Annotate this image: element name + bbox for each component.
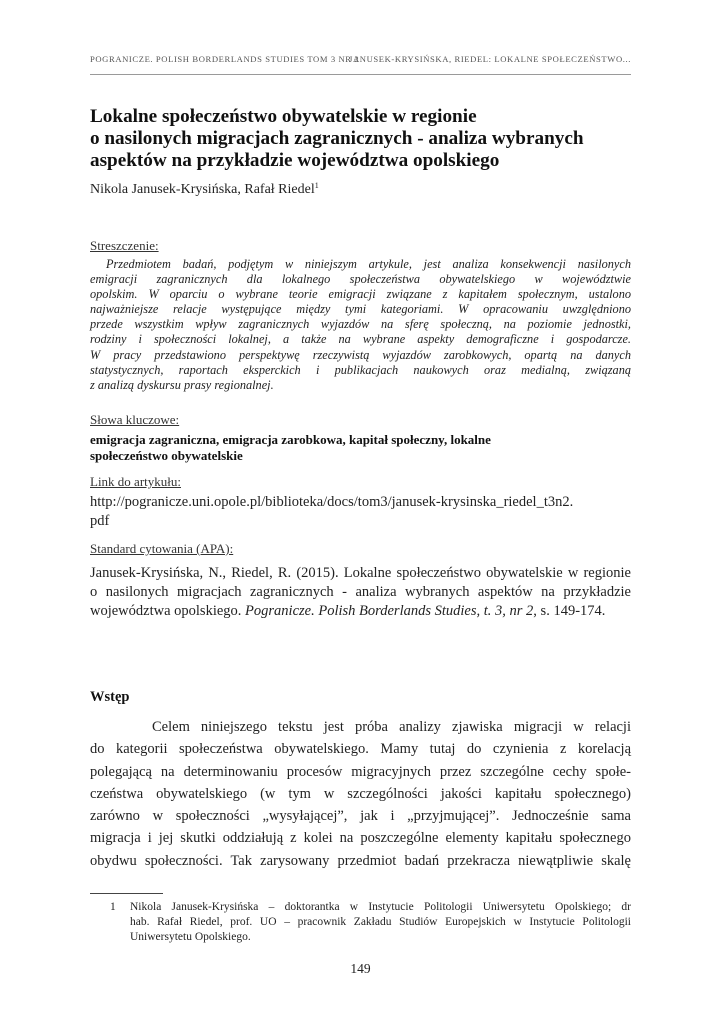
title-line: Lokalne społeczeństwo obywatelskie w regionie <box>90 106 477 127</box>
abstract-line: opolskim. W oparciu o wybrane teorie emigracji związane z kapitałem społecznym, ustalono <box>90 287 631 302</box>
footnote-marker[interactable]: 1 <box>314 181 319 190</box>
citation-pages: , s. 149-174. <box>533 603 606 619</box>
page-number: 149 <box>350 961 371 976</box>
body-line: Celem niniejszego tekstu jest próba analizy zjawiska migracji w relacji <box>152 719 631 735</box>
section-heading: Wstęp <box>90 689 130 705</box>
footnote-line: hab. Rafał Riedel, prof. UO – pracownik Zakładu Studiów Europejskich w Instytucie Politologii <box>130 916 631 929</box>
footnote-line: Nikola Janusek-Krysińska – doktorantka w Instytucie Politologii Uniwersytetu Opolskiego; dr <box>130 901 631 913</box>
abstract-line: z analizą dyskursu prasy regionalnej. <box>90 377 274 392</box>
body-line: do kategorii społeczeństwa obywatelskiego. Mamy tutaj do czynienia z korelacją <box>90 741 631 758</box>
title-line: o nasilonych migracjach zagranicznych - analiza wybranych <box>90 128 584 149</box>
body-line: czeństwa obywatelskiego (w tym w szczególności jakości kapitału społecznego) <box>90 785 631 802</box>
keywords-label: Słowa kluczowe: <box>90 412 180 427</box>
footnote-number: 1 <box>110 901 116 913</box>
footnote-line: Uniwersytetu Opolskiego. <box>130 931 251 944</box>
footnote-divider <box>90 893 163 894</box>
body-line: migracja i jej skutki oddziałują z kolei na poszczególne elementy kapitału społecznego <box>90 830 631 847</box>
citation-line: Janusek-Krysińska, N., Riedel, R. (2015). Lokalne społeczeństwo obywatelskie w regionie <box>90 565 631 581</box>
article-url-end[interactable]: pdf <box>90 513 110 529</box>
author-names: Nikola Janusek-Krysińska, Rafał Riedel <box>90 182 315 197</box>
article-link[interactable] <box>90 493 631 531</box>
journal-header: POGRANICZE. POLISH BORDERLANDS STUDIES TOM 3 NR 2 <box>90 54 360 64</box>
abstract-line: emigracji zagranicznych dla lokalnego społeczeństwa obywatelskiego w województwie <box>90 272 631 287</box>
title-line: aspektów na przykładzie województwa opolskiego <box>90 150 500 171</box>
authors <box>90 181 319 198</box>
abstract-line: Przedmiotem badań, podjętym w niniejszym artykule, jest analiza konsekwencji nasilonych <box>106 257 631 271</box>
article-header: JANUSEK-KRYSIŃSKA, RIEDEL: LOKALNE SPOŁECZEŃSTWO... <box>349 54 631 64</box>
citation-line-3 <box>90 602 631 621</box>
footnote-text <box>130 900 631 946</box>
abstract-line: statystycznych, raportach eksperckich i publikacjach naukowych oraz medialną, związaną <box>90 362 631 377</box>
abstract-label: Streszczenie: <box>90 238 159 253</box>
abstract-line: najważniejsze relacje występujące między tymi kategoriami. W opracowaniu uwzględniono <box>90 302 631 317</box>
keywords-line: emigracja zagraniczna, emigracja zarobkowa, kapitał społeczny, lokalne <box>90 432 491 447</box>
keywords <box>90 432 631 463</box>
citation-label: Standard cytowania (APA): <box>90 541 234 556</box>
article-url[interactable]: http://pogranicze.uni.opole.pl/biblioteka/docs/tom3/janusek-krysinska_riedel_t3n2. <box>90 494 574 510</box>
body-line: obydwu społeczności. Tak zarysowany przedmiot badań przekracza niewątpliwie skalę <box>90 852 631 869</box>
abstract-line: przede wszystkim wpływ zagranicznych wyjazdów na sferę społeczną, na poziomie jednostki, <box>90 317 631 332</box>
abstract-line: rodziny i społeczności lokalnej, a także na wybrane aspekty demograficzne i gospodarcze. <box>90 332 631 347</box>
citation-journal: Pogranicze. Polish Borderlands Studies, t. 3, nr 2 <box>245 603 534 619</box>
abstract-line: W pracy przedstawiono perspektywę rzeczywistą wyjazdów zarobkowych, opartą na danych <box>90 347 631 362</box>
article-title <box>90 106 635 172</box>
citation-text: województwa opolskiego. <box>90 603 246 619</box>
keywords-line: społeczeństwo obywatelskie <box>90 447 243 463</box>
body-line: zarówno w społeczności „wysyłającej”, jak i „przyjmującej”. Jednocześnie sama <box>90 808 631 825</box>
abstract <box>90 257 631 393</box>
running-header <box>90 52 631 75</box>
citation-line: o nasilonych migracjach zagranicznych - analiza wybranych aspektów na przykładzie <box>90 584 631 600</box>
body-line: polegającą na determinowaniu procesów migracyjnych przez szczególne cechy społe- <box>90 763 631 780</box>
link-label: Link do artykułu: <box>90 474 181 489</box>
citation <box>90 564 631 621</box>
body-paragraph <box>90 716 631 872</box>
